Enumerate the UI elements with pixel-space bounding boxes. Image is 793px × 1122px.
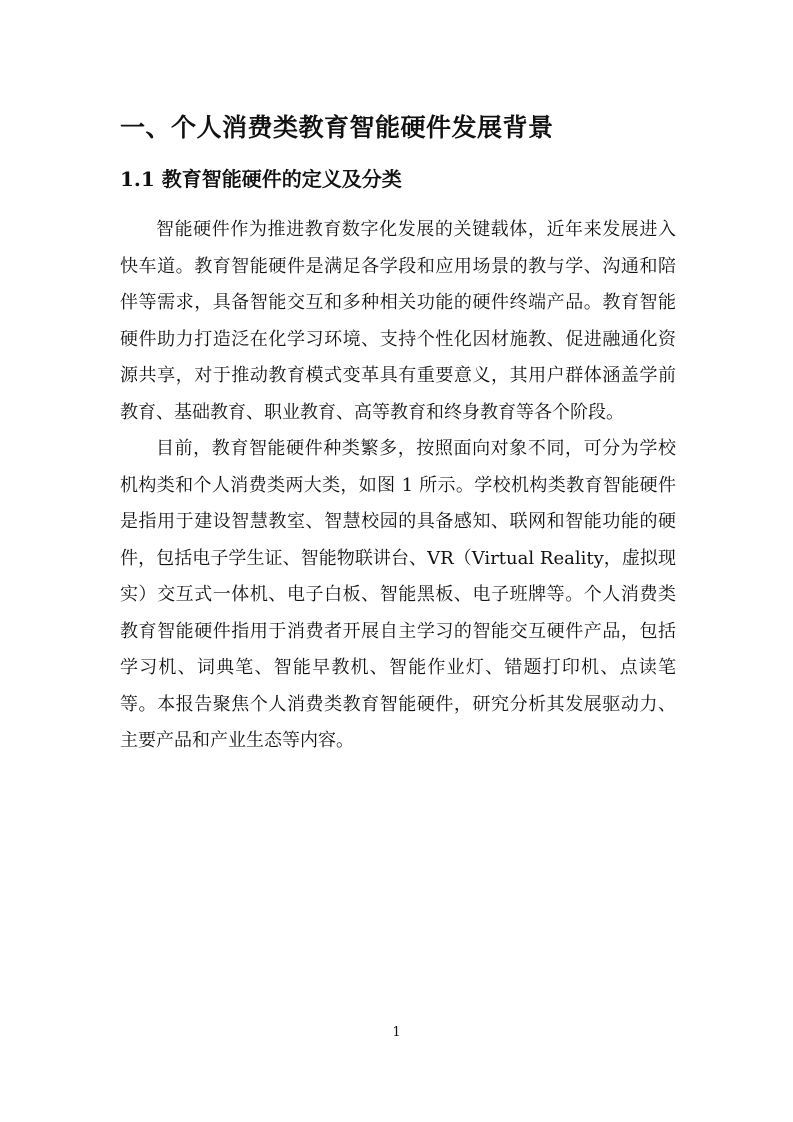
section-title: 1.1 教育智能硬件的定义及分类 [120, 167, 402, 191]
page-number: 1 [392, 1025, 401, 1040]
paragraph: 目前，教育智能硬件种类繁多，按照面向对象不同，可分为学校机构类和个人消费类两大类，如图 1 所示。学校机构类教育智能硬件是指用于建设智慧教室、智慧校园的具备感知、联网和智能功能的硬件，包括电子学生证、智能物联讲台、VR（Virtual Reality，虚拟现实）交互式一体机、电子白板、智能黑板、电子班牌等。个人消费类教育智能硬件指用于消费者开展自主学习的智能交互硬件产品，包括学习机、词典笔、智能早教机、智能作业灯、错题打印机、点读笔等。本报告聚焦个人消费类教育智能硬件，研究分析其发展驱动力、主要产品和产业生态等内容。 [120, 438, 676, 751]
chapter-title: 一、个人消费类教育智能硬件发展背景 [120, 113, 554, 142]
body-text [120, 212, 676, 760]
paragraph: 智能硬件作为推进教育数字化发展的关键载体，近年来发展进入快车道。教育智能硬件是满足各学段和应用场景的教与学、沟通和陪伴等需求，具备智能交互和多种相关功能的硬件终端产品。教育智能硬件助力打造泛在化学习环境、支持个性化因材施教、促进融通化资源共享，对于推动教育模式变革具有重要意义，其用户群体涵盖学前教育、基础教育、职业教育、高等教育和终身教育等各个阶段。 [120, 219, 676, 423]
